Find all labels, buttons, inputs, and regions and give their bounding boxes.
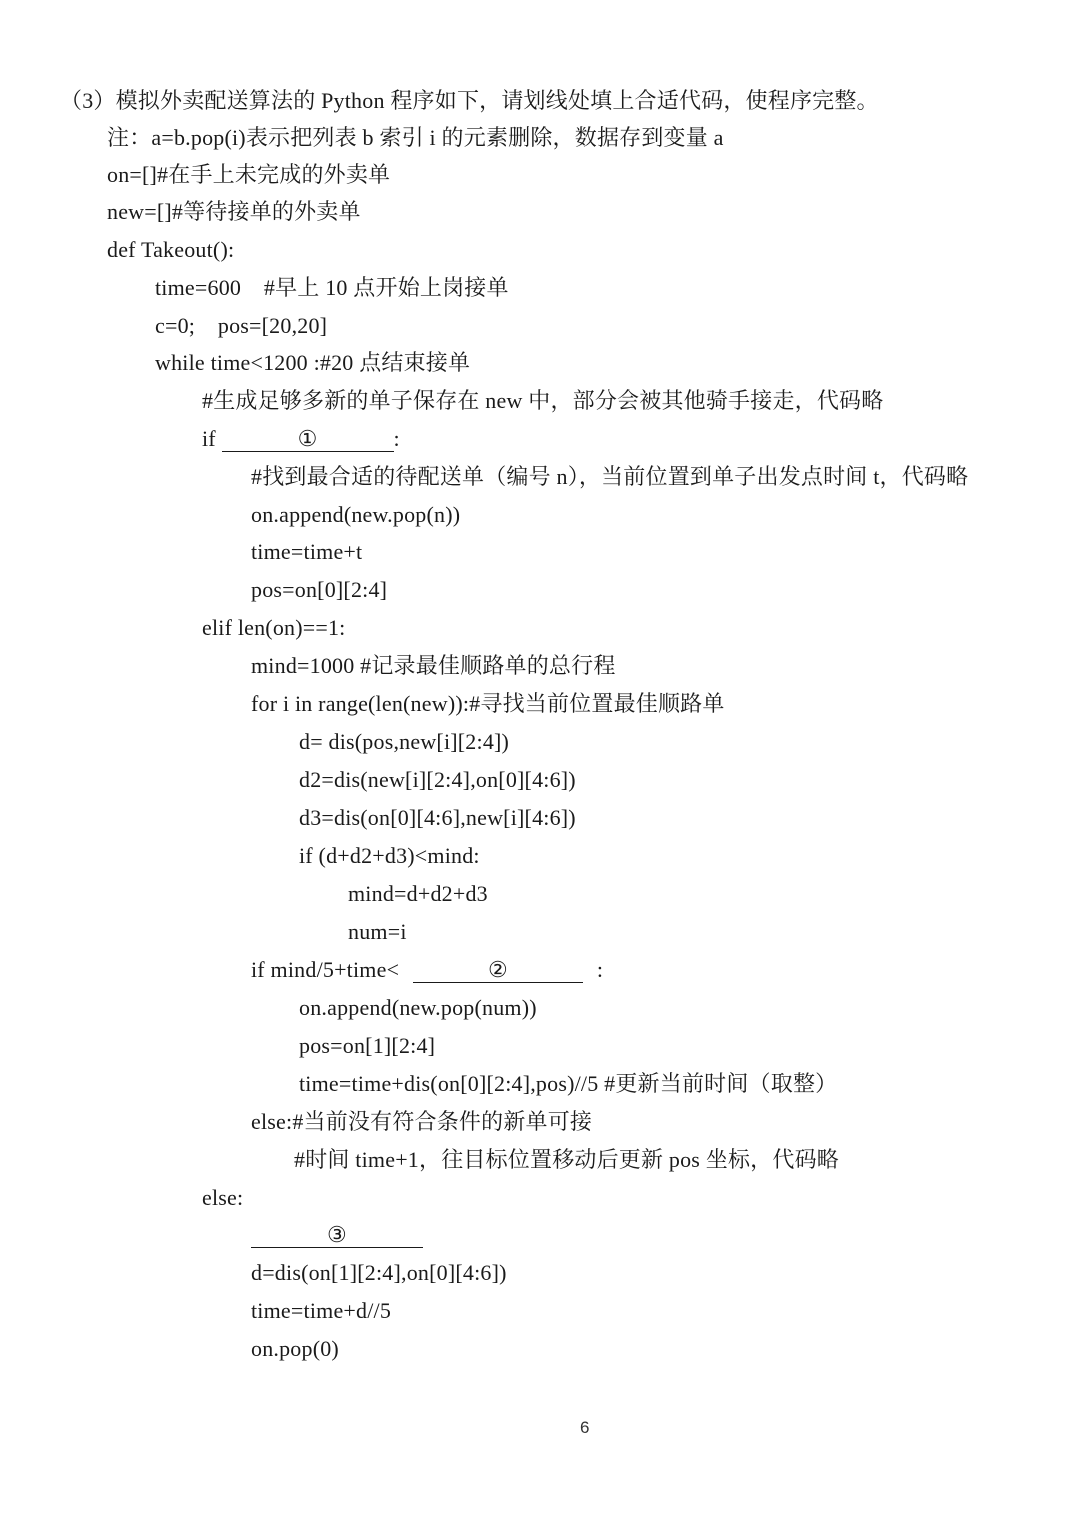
code-line-d2-calc: d2=dis(new[i][2:4],on[0][4:6]) <box>299 767 576 792</box>
code-line-new-init: new=[]#等待接单的外卖单 <box>107 199 361 224</box>
page-number: 6 <box>580 1418 590 1437</box>
answer-blank-2[interactable]: ② <box>413 958 583 983</box>
code-line-if-blank-2 <box>251 955 603 985</box>
answer-blank-1[interactable]: ① <box>222 427 394 452</box>
code-line-on-append-num: on.append(new.pop(num)) <box>299 995 537 1020</box>
code-line-blank-3 <box>251 1220 423 1250</box>
answer-blank-3[interactable]: ③ <box>251 1223 423 1248</box>
code-line-c-pos-init: c=0; pos=[20,20] <box>155 313 328 338</box>
code-line-time-update: time=time+dis(on[0][2:4],pos)//5 #更新当前时间（取整） <box>299 1071 838 1096</box>
code-line-time-init: time=600 #早上 10 点开始上岗接单 <box>155 275 509 300</box>
code-if-keyword: if <box>202 426 222 451</box>
code-line-time-add-t: time=time+t <box>251 539 363 564</box>
code-line-comment-find: #找到最合适的待配送单（编号 n），当前位置到单子出发点时间 t，代码略 <box>251 464 969 489</box>
code-line-num-update: num=i <box>348 919 407 944</box>
code-line-if-blank-1 <box>202 424 400 454</box>
code-line-comment-generate: #生成足够多新的单子保存在 new 中，部分会被其他骑手接走，代码略 <box>202 388 884 413</box>
code-line-comment-move: #时间 time+1，往目标位置移动后更新 pos 坐标，代码略 <box>294 1147 839 1172</box>
question-note: 注：a=b.pop(i)表示把列表 b 索引 i 的元素删除，数据存到变量 a <box>107 125 724 150</box>
code-line-mind-update: mind=d+d2+d3 <box>348 881 488 906</box>
code-colon: : <box>596 957 604 982</box>
code-line-d-calc: d= dis(pos,new[i][2:4]) <box>299 729 510 754</box>
code-line-if-mind: if (d+d2+d3)<mind: <box>299 843 480 868</box>
question-intro: （3）模拟外卖配送算法的 Python 程序如下，请划线处填上合适代码，使程序完整。 <box>60 88 879 113</box>
code-line-pos-on1: pos=on[1][2:4] <box>299 1033 436 1058</box>
code-line-on-init: on=[]#在手上未完成的外卖单 <box>107 162 391 187</box>
code-line-for-loop: for i in range(len(new)):#寻找当前位置最佳顺路单 <box>251 691 725 716</box>
code-line-def-takeout: def Takeout(): <box>107 237 235 262</box>
code-line-while: while time<1200 :#20 点结束接单 <box>155 350 471 375</box>
code-if-mind-prefix: if mind/5+time< <box>251 957 405 982</box>
code-line-time-add-d: time=time+d//5 <box>251 1298 392 1323</box>
code-line-d-dis: d=dis(on[1][2:4],on[0][4:6]) <box>251 1260 507 1285</box>
code-line-on-append-n: on.append(new.pop(n)) <box>251 502 461 527</box>
code-line-mind-init: mind=1000 #记录最佳顺路单的总行程 <box>251 653 616 678</box>
code-colon: : <box>393 426 400 451</box>
code-line-on-pop: on.pop(0) <box>251 1336 339 1361</box>
code-line-pos-update: pos=on[0][2:4] <box>251 577 388 602</box>
code-line-outer-else: else: <box>202 1185 244 1210</box>
code-line-elif-len: elif len(on)==1: <box>202 615 346 640</box>
code-line-inner-else: else:#当前没有符合条件的新单可接 <box>251 1109 593 1134</box>
code-line-d3-calc: d3=dis(on[0][4:6],new[i][4:6]) <box>299 805 576 830</box>
